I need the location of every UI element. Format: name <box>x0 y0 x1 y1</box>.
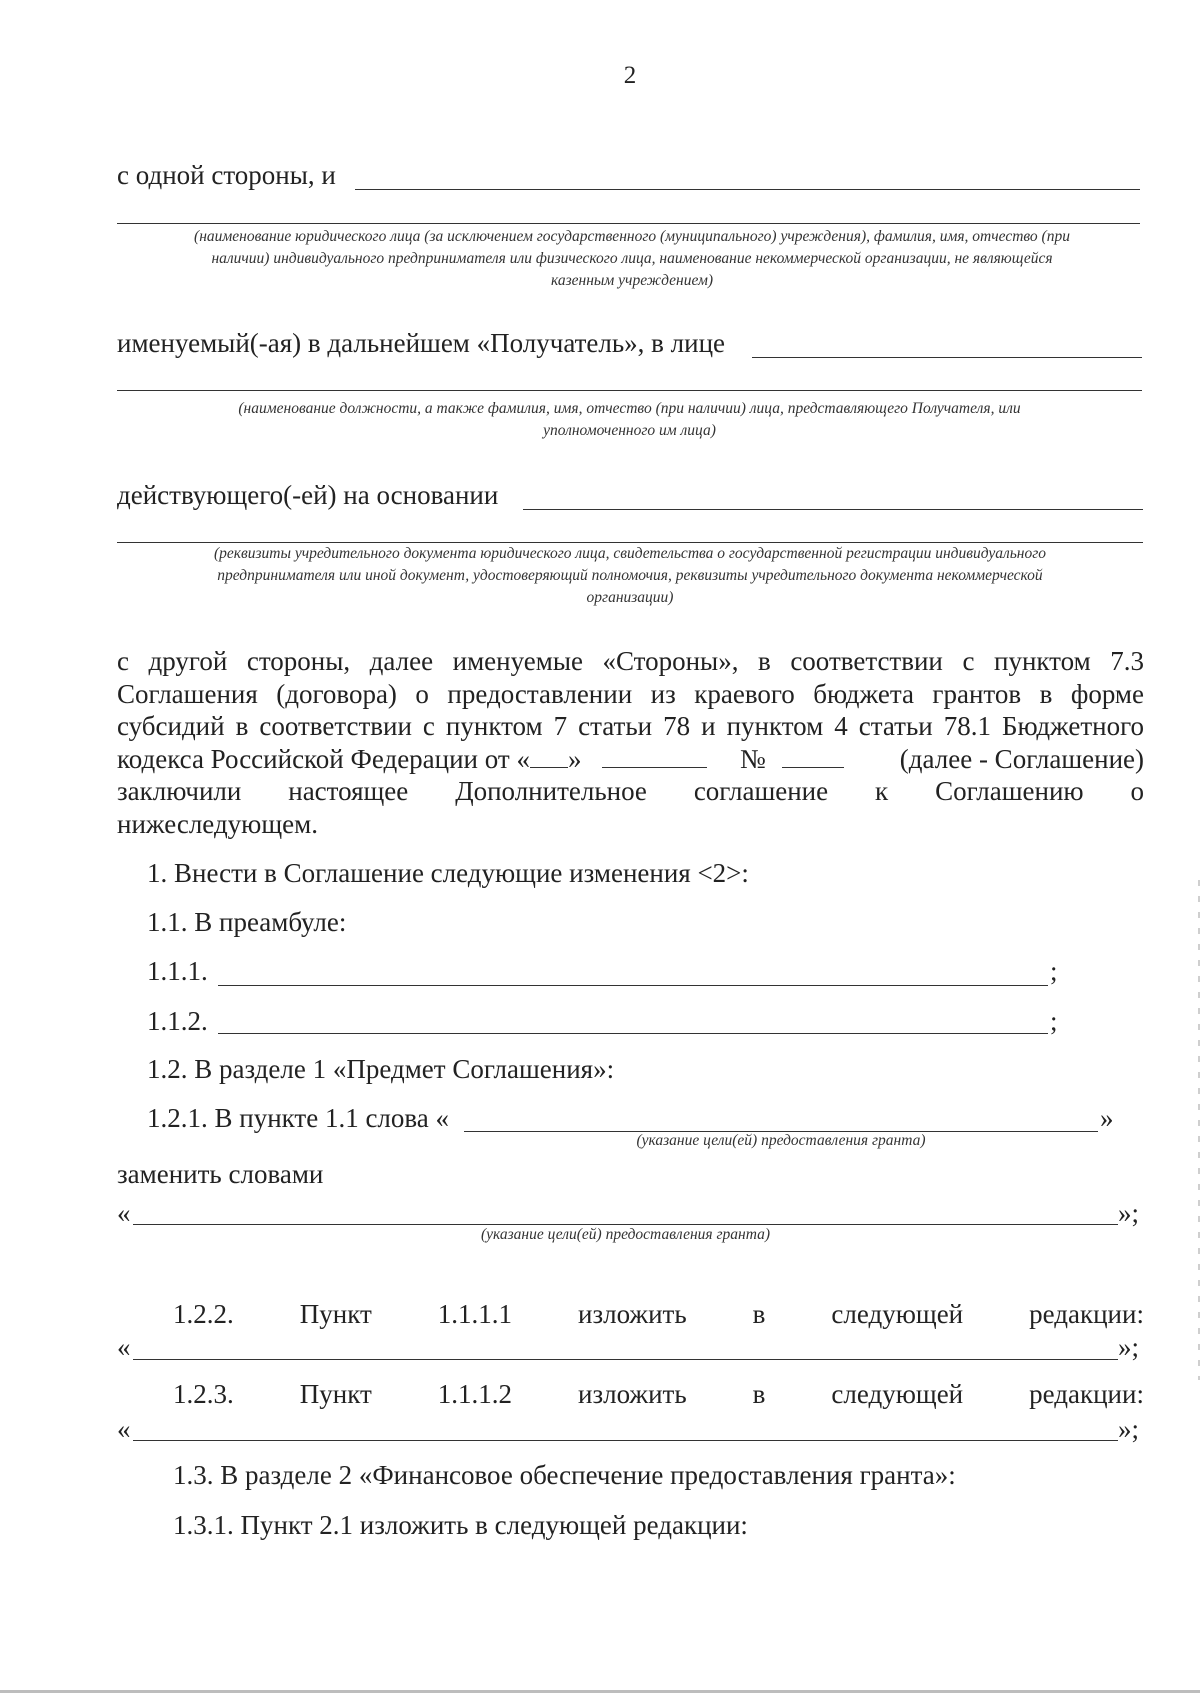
caption-party-name-line2: наличии) индивидуального предпринимателя или физического лица, наименование некоммерческой организации, не являющейся <box>211 250 1053 267</box>
main-paragraph <box>117 645 1144 840</box>
main-paragraph-line3: субсидий в соответствии с пунктом 7 статьи 78 и пунктом 4 статьи 78.1 Бюджетного <box>117 711 1144 741</box>
item-1-1-2-end: ; <box>1050 1006 1058 1036</box>
item-1-1: 1.1. В преамбуле: <box>147 907 347 937</box>
item-1-2-3-start: « <box>117 1414 131 1444</box>
caption-representative <box>117 398 1142 442</box>
item-1: 1. Внести в Соглашение следующие изменения <2>: <box>147 858 749 888</box>
item-1-2: 1.2. В разделе 1 «Предмет Соглашения»: <box>147 1054 615 1084</box>
caption-basis <box>117 543 1143 609</box>
word: Дополнительное <box>455 776 647 806</box>
caption-basis-line1: (реквизиты учредительного документа юридического лица, свидетельства о государственной регистрации индивидуального <box>213 545 1047 562</box>
party-one-label: с одной стороны, и <box>117 160 336 190</box>
replace-line-end: »; <box>1118 1198 1140 1228</box>
party-two-name-field[interactable] <box>355 189 1140 190</box>
item-1-2-2-start: « <box>117 1332 131 1362</box>
word: 1.1.1.1 <box>437 1299 513 1329</box>
item-1-1-2-field[interactable] <box>218 1033 1048 1034</box>
number-sign: № <box>739 743 766 774</box>
page-number: 2 <box>623 62 637 89</box>
item-1-1-1-number: 1.1.1. <box>147 956 208 986</box>
representative-field[interactable] <box>752 357 1142 358</box>
item-1-2-3-field[interactable] <box>133 1440 1118 1441</box>
item-1-2-1-end: » <box>1100 1103 1114 1133</box>
word: следующей <box>831 1379 964 1409</box>
caption-party-name <box>117 226 1147 292</box>
caption-representative-line2: уполномоченного им лица) <box>543 422 716 439</box>
word: Пункт <box>299 1299 372 1329</box>
word: изложить <box>578 1299 687 1329</box>
representative-field-line2[interactable] <box>117 390 1142 391</box>
agreement-ref-text: (далее - Соглашение) <box>899 743 1144 774</box>
word: в <box>752 1379 766 1409</box>
agreement-date-prefix: кодекса Российской Федерации от « <box>117 743 530 774</box>
word: 1.1.1.2 <box>437 1379 513 1409</box>
basis-field[interactable] <box>523 509 1143 510</box>
item-1-2-3-end: »; <box>1118 1414 1140 1444</box>
agreement-number-field[interactable] <box>782 745 844 768</box>
main-paragraph-line4 <box>117 743 1144 776</box>
word: к <box>875 776 889 806</box>
main-paragraph-line6: нижеследующем. <box>117 808 318 839</box>
main-paragraph-line5 <box>117 775 1144 808</box>
word: 1.2.3. <box>173 1379 234 1409</box>
caption-goal-1: (указание цели(ей) предоставления гранта) <box>636 1132 926 1149</box>
caption-party-name-line1: (наименование юридического лица (за исключением государственного (муниципального) учреждения), фамилия, имя, отчество (при <box>194 228 1070 245</box>
item-1-2-2-field[interactable] <box>133 1359 1118 1360</box>
word: 1.2.2. <box>173 1299 234 1329</box>
agreement-date-close-quote: » <box>567 743 582 774</box>
scan-bottom-edge <box>0 1690 1200 1693</box>
word: соглашение <box>693 776 829 806</box>
word: редакции: <box>1029 1379 1144 1409</box>
word: настоящее <box>288 776 409 806</box>
recipient-label: именуемый(-ая) в дальнейшем «Получатель», в лице <box>117 328 726 358</box>
main-paragraph-line2: Соглашения (договора) о предоставлении из краевого бюджета грантов в форме <box>117 678 1144 709</box>
main-paragraph-line1: с другой стороны, далее именуемые «Стороны», в соответствии с пунктом 7.3 <box>117 646 1144 676</box>
word: следующей <box>831 1299 964 1329</box>
word: изложить <box>578 1379 687 1409</box>
replace-with-label: заменить словами <box>117 1159 324 1189</box>
basis-label: действующего(-ей) на основании <box>117 480 499 510</box>
word: в <box>752 1299 766 1329</box>
word: Соглашению <box>935 776 1084 806</box>
replace-line-start: « <box>117 1198 131 1228</box>
caption-representative-line1: (наименование должности, а также фамилия, имя, отчество (при наличии) лица, представляющего Получателя, или <box>238 400 1021 417</box>
item-1-2-1-text: 1.2.1. В пункте 1.1 слова « <box>147 1103 450 1133</box>
caption-goal-2: (указание цели(ей) предоставления гранта) <box>480 1226 770 1243</box>
word: о <box>1130 776 1144 806</box>
party-two-name-field-line2[interactable] <box>117 223 1140 224</box>
caption-basis-line2: предпринимателя или иной документ, удостоверяющий полномочия, реквизиты учредительного документа некоммерческой <box>217 567 1043 584</box>
word: редакции: <box>1029 1299 1144 1329</box>
item-1-3: 1.3. В разделе 2 «Финансовое обеспечение предоставления гранта»: <box>173 1460 956 1490</box>
caption-basis-line3: организации) <box>586 589 674 606</box>
word: заключили <box>117 776 242 806</box>
agreement-day-field[interactable] <box>530 745 568 768</box>
item-1-2-3 <box>173 1377 1144 1411</box>
item-1-2-2-end: »; <box>1118 1332 1140 1362</box>
caption-party-name-line3: казенным учреждением) <box>550 272 714 289</box>
word: Пункт <box>299 1379 372 1409</box>
item-1-2-2 <box>173 1297 1144 1331</box>
item-1-1-1-field[interactable] <box>218 985 1048 986</box>
item-1-3-1: 1.3.1. Пункт 2.1 изложить в следующей редакции: <box>173 1510 748 1540</box>
item-1-1-1-end: ; <box>1050 956 1058 986</box>
item-1-1-2-number: 1.1.2. <box>147 1006 208 1036</box>
agreement-month-field[interactable] <box>602 745 707 768</box>
